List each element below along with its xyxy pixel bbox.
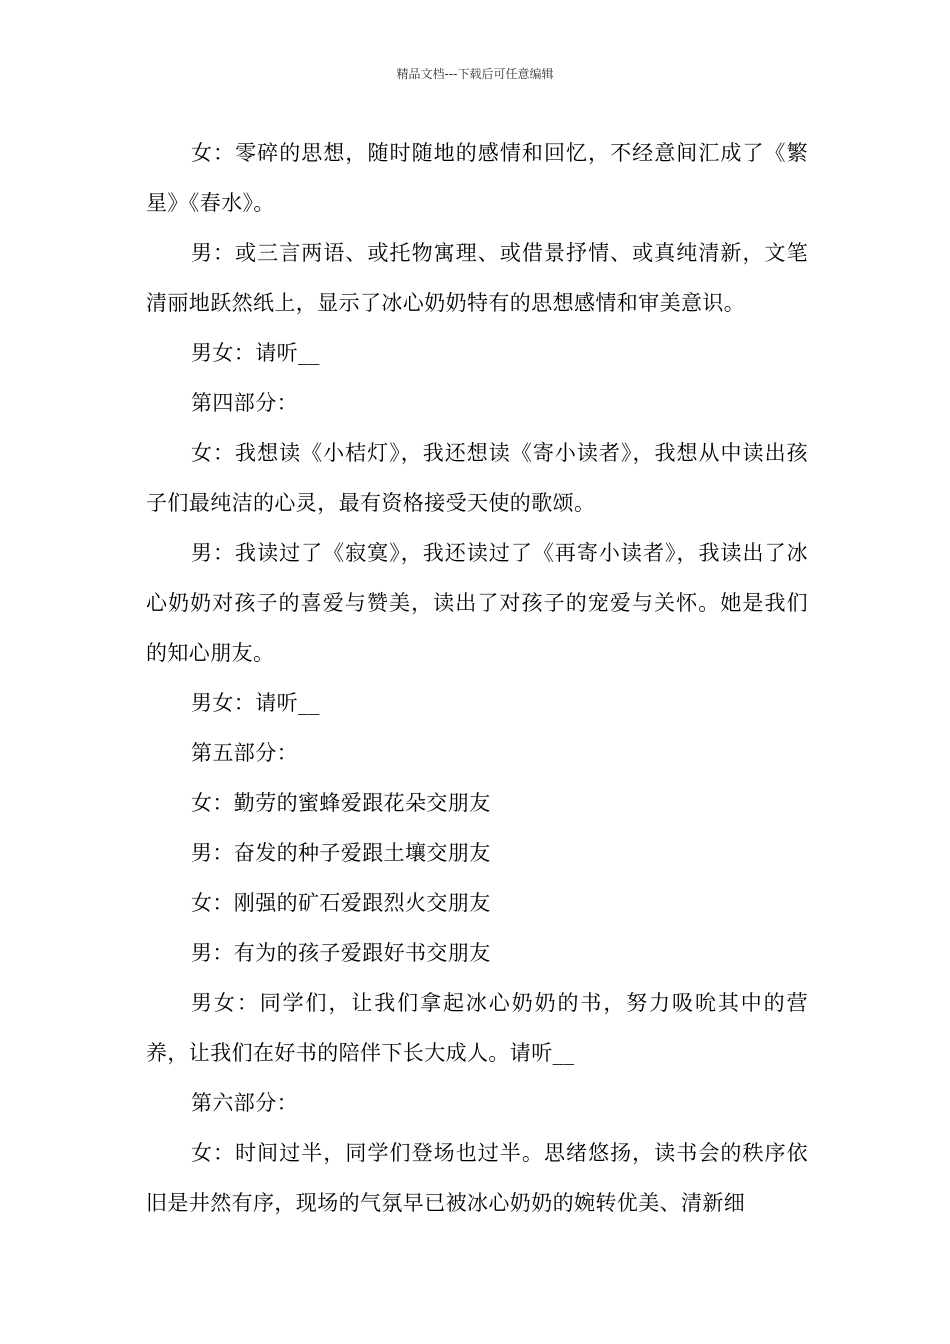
paragraph: 女：零碎的思想，随时随地的感情和回忆，不经意间汇成了《繁星》《春水》。	[146, 141, 808, 215]
paragraph: 女：我想读《小桔灯》，我还想读《寄小读者》，我想从中读出孩子们最纯洁的心灵，最有资格接受天使的歌颂。	[146, 441, 808, 515]
paragraph: 女：时间过半，同学们登场也过半。思绪悠扬，读书会的秩序依旧是井然有序，现场的气氛早已被冰心奶奶的婉转优美、清新细	[146, 1141, 808, 1215]
paragraph: 女：勤劳的蜜蜂爱跟花朵交朋友	[191, 791, 491, 815]
paragraph: 男：或三言两语、或托物寓理、或借景抒情、或真纯清新，文笔清丽地跃然纸上，显示了冰心奶奶特有的思想感情和审美意识。	[146, 241, 808, 315]
paragraph: 男：我读过了《寂寞》，我还读过了《再寄小读者》，我读出了冰心奶奶对孩子的喜爱与赞美，读出了对孩子的宠爱与关怀。她是我们的知心朋友。	[146, 541, 808, 665]
document-body	[146, 128, 808, 1228]
section-heading: 第五部分：	[191, 741, 298, 765]
paragraph: 女：刚强的矿石爱跟烈火交朋友	[191, 891, 491, 915]
paragraph: 男：奋发的种子爱跟土壤交朋友	[191, 841, 491, 865]
paragraph: 男女：同学们，让我们拿起冰心奶奶的书，努力吸吮其中的营养，让我们在好书的陪伴下长大成人。请听__	[146, 991, 808, 1065]
paragraph: 男：有为的孩子爱跟好书交朋友	[191, 941, 491, 965]
section-heading: 第四部分：	[191, 391, 298, 415]
page-header: 精品文档---下载后可任意编辑	[396, 67, 554, 81]
paragraph: 男女：请听__	[191, 341, 320, 365]
paragraph: 男女：请听__	[191, 691, 320, 715]
section-heading: 第六部分：	[191, 1091, 298, 1115]
